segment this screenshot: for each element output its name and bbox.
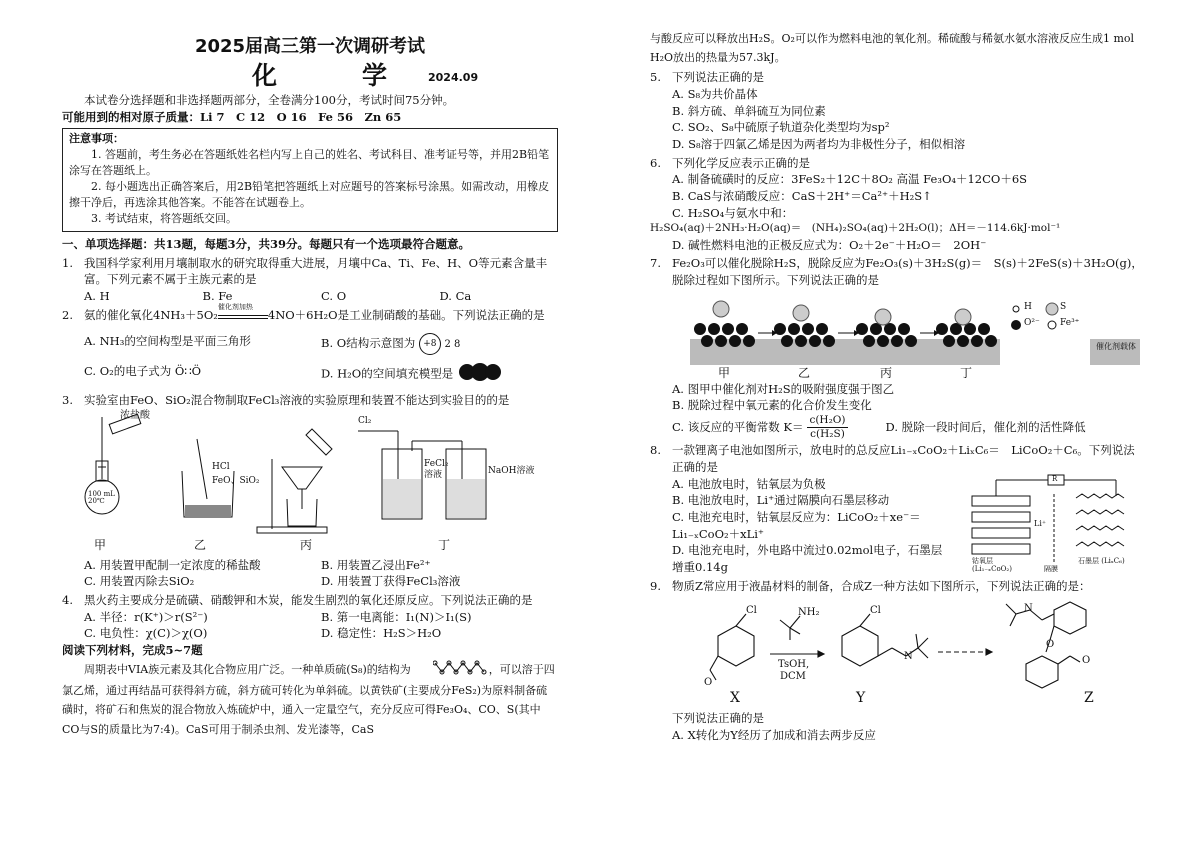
option-c: C. H₂SO₄与氨水中和： [672,205,794,220]
label-cobalt-layer: 钴氧层 (Li₁₋ₓCoO₂) [972,557,1012,573]
question-3 [62,392,558,590]
label-ding: 丁 [960,365,973,380]
question-number: 6. [650,155,661,170]
sub-question: 下列说法正确的是 [672,711,764,726]
option-c: C. 用装置丙除去SiO₂ [84,574,195,589]
reagent-tsoh: TsOH, [778,659,810,671]
apparatus-diagram [62,409,558,557]
question-stem: 实验室由FeO、SiO₂混合物制取FeCl₃溶液的实验原理和装置不能达到实验目的的是 [84,393,510,408]
question-number: 1. [62,255,73,270]
label-o-z: O [1046,639,1055,651]
option-a: A. X转化为Y经历了加成和消去两步反应 [672,727,876,742]
label-bing: 丙 [880,365,893,380]
option-a: A. 制备硫磺时的反应：3FeS₂＋12C＋8O₂ 高温 Fe₃O₄＋12CO＋6S [672,172,1028,187]
question-number: 5. [650,70,661,85]
equilibrium-arrow-icon [218,315,268,316]
question-stem: 黑火药主要成分是硫磺、硝酸钾和木炭，能发生剧烈的氧化还原反应。下列说法正确的是 [84,593,533,608]
left-column [62,34,558,739]
label-jia: 甲 [718,365,731,380]
option-d: D. 脱除一段时间后，催化剂的活性降低 [885,419,1086,434]
label-feo-sio2: FeO、SiO₂ [212,475,260,486]
label-li: Li⁺ [1034,519,1047,529]
legend-o2: O²⁻ [1024,317,1040,328]
exam-title: 2025届高三第一次调研考试 [194,36,426,57]
legend-carrier: 催化剂载体 [1096,341,1136,351]
option-b: B. CaS与浓硝酸反应：CaS＋2H⁺＝Ca²⁺＋H₂S↑ [672,189,932,204]
exam-intro: 本试卷分选择题和非选择题两部分，全卷满分100分，考试时间75分钟。 [84,93,455,108]
option-d: D. 稳定性：H₂S＞H₂O [321,626,442,641]
question-number: 4. [62,593,73,608]
option-d: D. 碱性燃料电池的正极反应式为：O₂＋2e⁻＋H₂O＝ 2OH⁻ [672,237,987,252]
option-c-equation: H₂SO₄(aq)＋2NH₃·H₂O(aq)＝ (NH₄)₂SO₄(aq)＋2H₂O(l)；ΔH＝－114.6kJ·mol⁻¹ [650,222,1061,235]
label-ding: 丁 [438,537,451,552]
question-4 [62,592,558,642]
question-stem: 一款锂离子电池如图所示，放电时的总反应Li₁₋ₓCoO₂＋LiₓC₆＝ LiCoO₂＋C₆。下列说法正确的是 [672,443,1135,474]
question-9 [650,578,1144,744]
option-d: D. S₈溶于四氯乙烯是因为两者均为非极性分子，相似相溶 [672,137,966,152]
subject-title: 化 学 [252,61,418,91]
question-number: 2. [62,307,73,322]
label-x: X [730,690,740,707]
option-c: C. 该反应的平衡常数 K＝ $\frac{\text{c(H₂O)}}{\text{c(H₂S)}}$ D. 脱除一段时间后，催化剂的活性降低 [672,414,1086,440]
label-jia: 甲 [94,537,107,552]
option-a: A. 半径：r(K⁺)＞r(S²⁻) [84,609,208,624]
label-cl2: Cl₂ [358,415,372,426]
option-a: A. S₈为共价晶体 [672,87,758,102]
reading-title: 阅读下列材料，完成5~7题 [62,643,203,658]
question-5 [650,69,1144,152]
label-fecl2: FeCl₂ 溶液 [424,458,449,480]
label-conc-hcl: 浓盐酸 [120,409,150,421]
question-stem: 下列化学反应表示正确的是 [672,155,810,170]
option-a: A. NH₃的空间构型是平面三角形 [84,334,251,349]
label-naoh: NaOH溶液 [488,465,535,476]
s8-ring-icon [411,659,489,681]
label-separator: 隔膜 [1044,565,1058,574]
question-2 [62,302,558,386]
label-nh2: NH₂ [798,607,820,619]
apparatus-figure [62,409,558,557]
option-b: B. Fe [202,289,233,304]
label-flask: 100 mL 20℃ [88,489,115,506]
label-bing: 丙 [300,537,313,552]
label-cl: Cl [746,605,757,617]
option-d: D. Ca [439,289,472,304]
question-stem: Fe₂O₃可以催化脱除H₂S，脱除反应为Fe₂O₃(s)＋3H₂S(g)＝ S(s)＋2FeS(s)＋3H₂O(g)，脱除过程如下图所示。下列说法正确的是 [672,256,1143,287]
label-hcl: HCl [212,461,230,472]
label-n: N [904,651,913,663]
label-o: O [704,677,713,689]
fraction-denominator: c(H₂S) [810,427,845,440]
question-number: 8. [650,443,661,458]
option-b: B. 用装置乙浸出Fe²⁺ [321,557,431,572]
option-a: A. H [84,289,110,304]
question-8 [650,442,1144,575]
exam-date: 2024.09 [428,71,479,85]
reading-text: 周期表中VIA族元素及其化合物应用广泛。一种单质硫(S₈)的结构为 ，可以溶于四氯乙烯，通过再结晶可获得斜方硫，斜方硫可转化为单斜硫。以黄铁矿(主要成分FeS₂)为原料制备硫磺时，将矿石和焦炭的混合物放入炼硫炉中，通入一定量空气，充分反应可得Fe₃O₄、CO、S(其中CO与S的质量比为7:4)。CaS可用于制杀虫剂、发光漆等，CaS [62,659,558,739]
label-z: Z [1084,690,1094,707]
shell-numbers: 2 8 [444,339,461,351]
notice-item: 2. 每小题选出正确答案后，用2B铅笔把答题纸上对应题号的答案标号涂黑。如需改动，用橡皮擦干净后，再选涂其他答案。不能答在试题卷上。 [69,180,550,210]
label-y: Y [856,690,866,707]
question-7 [650,255,1144,440]
legend-s: S [1060,301,1067,312]
fraction [807,414,847,440]
label-r: R [1052,475,1058,484]
question-number: 3. [62,393,73,408]
question-6 [650,155,1144,254]
catalyst-arrow [217,302,268,321]
legend-fe: Fe³⁺ [1060,317,1080,328]
option-c: C. O₂的电子式为 Ö∷Ö [84,364,202,379]
fraction-numerator: c(H₂O) [809,414,846,426]
notice-item: 1. 答题前，考生务必在答题纸姓名栏内写上自己的姓名、考试科目、准考证号等，并用2B铅笔涂写在答题纸上。 [69,148,550,178]
label-o-cho: O [1082,655,1091,667]
question-stem: 物质Z常应用于液晶材料的制备，合成Z一种方法如下图所示，下列说法正确的是： [672,578,1091,593]
question-stem: 下列说法正确的是 [672,70,764,85]
question-1 [62,255,558,305]
right-column [650,34,1144,744]
option-c: C. SO₂、S₈中硫原子轨道杂化类型均为sp² [672,120,890,135]
legend-h: H [1024,301,1032,312]
subject-row [62,62,558,92]
question-number: 7. [650,256,661,271]
label-graphite-layer: 石墨层 (LiₓC₆) [1078,557,1125,566]
option-b: B. 第一电离能：I₁(N)＞I₁(S) [321,609,472,624]
option-d: D. H₂O的空间填充模型是 [321,363,558,386]
synthesis-figure [650,594,1144,710]
water-space-filling-model-icon [457,363,503,386]
option-c: C. O [321,289,347,304]
notice-box [62,128,558,232]
label-cl-y: Cl [870,605,881,617]
option-b: B. 斜方硫、单斜硫互为同位素 [672,103,826,118]
arrow-label: 催化剂加热 [217,302,253,311]
atomic-masses: 可能用到的相对原子质量：Li 7 C 12 O 16 Fe 56 Zn 65 [62,109,402,124]
question-number: 9. [650,578,661,593]
reagent-dcm: DCM [780,671,806,683]
question-stem: 氨的催化氧化4NH₃＋5O₂ [84,307,218,322]
option-c: C. 电池充电时，钴氧层反应为：LiCoO₂＋xe⁻＝Li₁₋ₓCoO₂＋xLi⁺ [672,509,921,541]
section-heading: 一、单项选择题：共13题，每题3分，共39分。每题只有一个选项最符合题意。 [62,237,471,252]
label-yi: 乙 [798,365,811,380]
option-d: D. 电池充电时，外电路中流过0.02mol电子，石墨层增重0.14g [672,543,943,574]
notice-item: 3. 考试结束，将答题纸交回。 [91,212,237,226]
option-b: B. 电池放电时，Li⁺通过隔膜向石墨层移动 [672,493,890,508]
atom-structure-icon: +8 [419,333,441,355]
notice-title: 注意事项： [69,132,124,146]
option-a: A. 用装置甲配制一定浓度的稀盐酸 [84,557,261,572]
desulfurization-figure [650,289,1144,381]
option-d: D. 用装置丁获得FeCl₃溶液 [321,574,461,589]
question-stem-cont: 4NO＋6H₂O是工业制硝酸的基础。下列说法正确的是 [267,307,545,322]
label-n-z: N [1024,603,1033,615]
battery-figure [966,474,1146,584]
synthesis-scheme [650,594,1144,710]
question-stem: 我国科学家利用月壤制取水的研究取得重大进展，月壤中Ca、Ti、Fe、H、O等元素含量丰富。下列元素不属于主族元素的是 [84,255,548,287]
option-a: A. 图甲中催化剂对H₂S的吸附强度强于图乙 [672,381,895,396]
label-yi: 乙 [194,537,207,552]
option-c: C. 电负性：χ(C)＞χ(O) [84,626,208,641]
option-b: B. O结构示意图为 +8 2 8 [321,333,558,355]
option-b: B. 脱除过程中氧元素的化合价发生变化 [672,398,872,413]
option-a: A. 电池放电时，钴氧层为负极 [672,476,826,491]
reading-text-cont: 与酸反应可以释放出H₂S。O₂可以作为燃料电池的氧化剂。稀硫酸与稀氨水氨水溶液反应生成1 mol H₂O放出的热量为57.3kJ。 [650,32,1135,64]
